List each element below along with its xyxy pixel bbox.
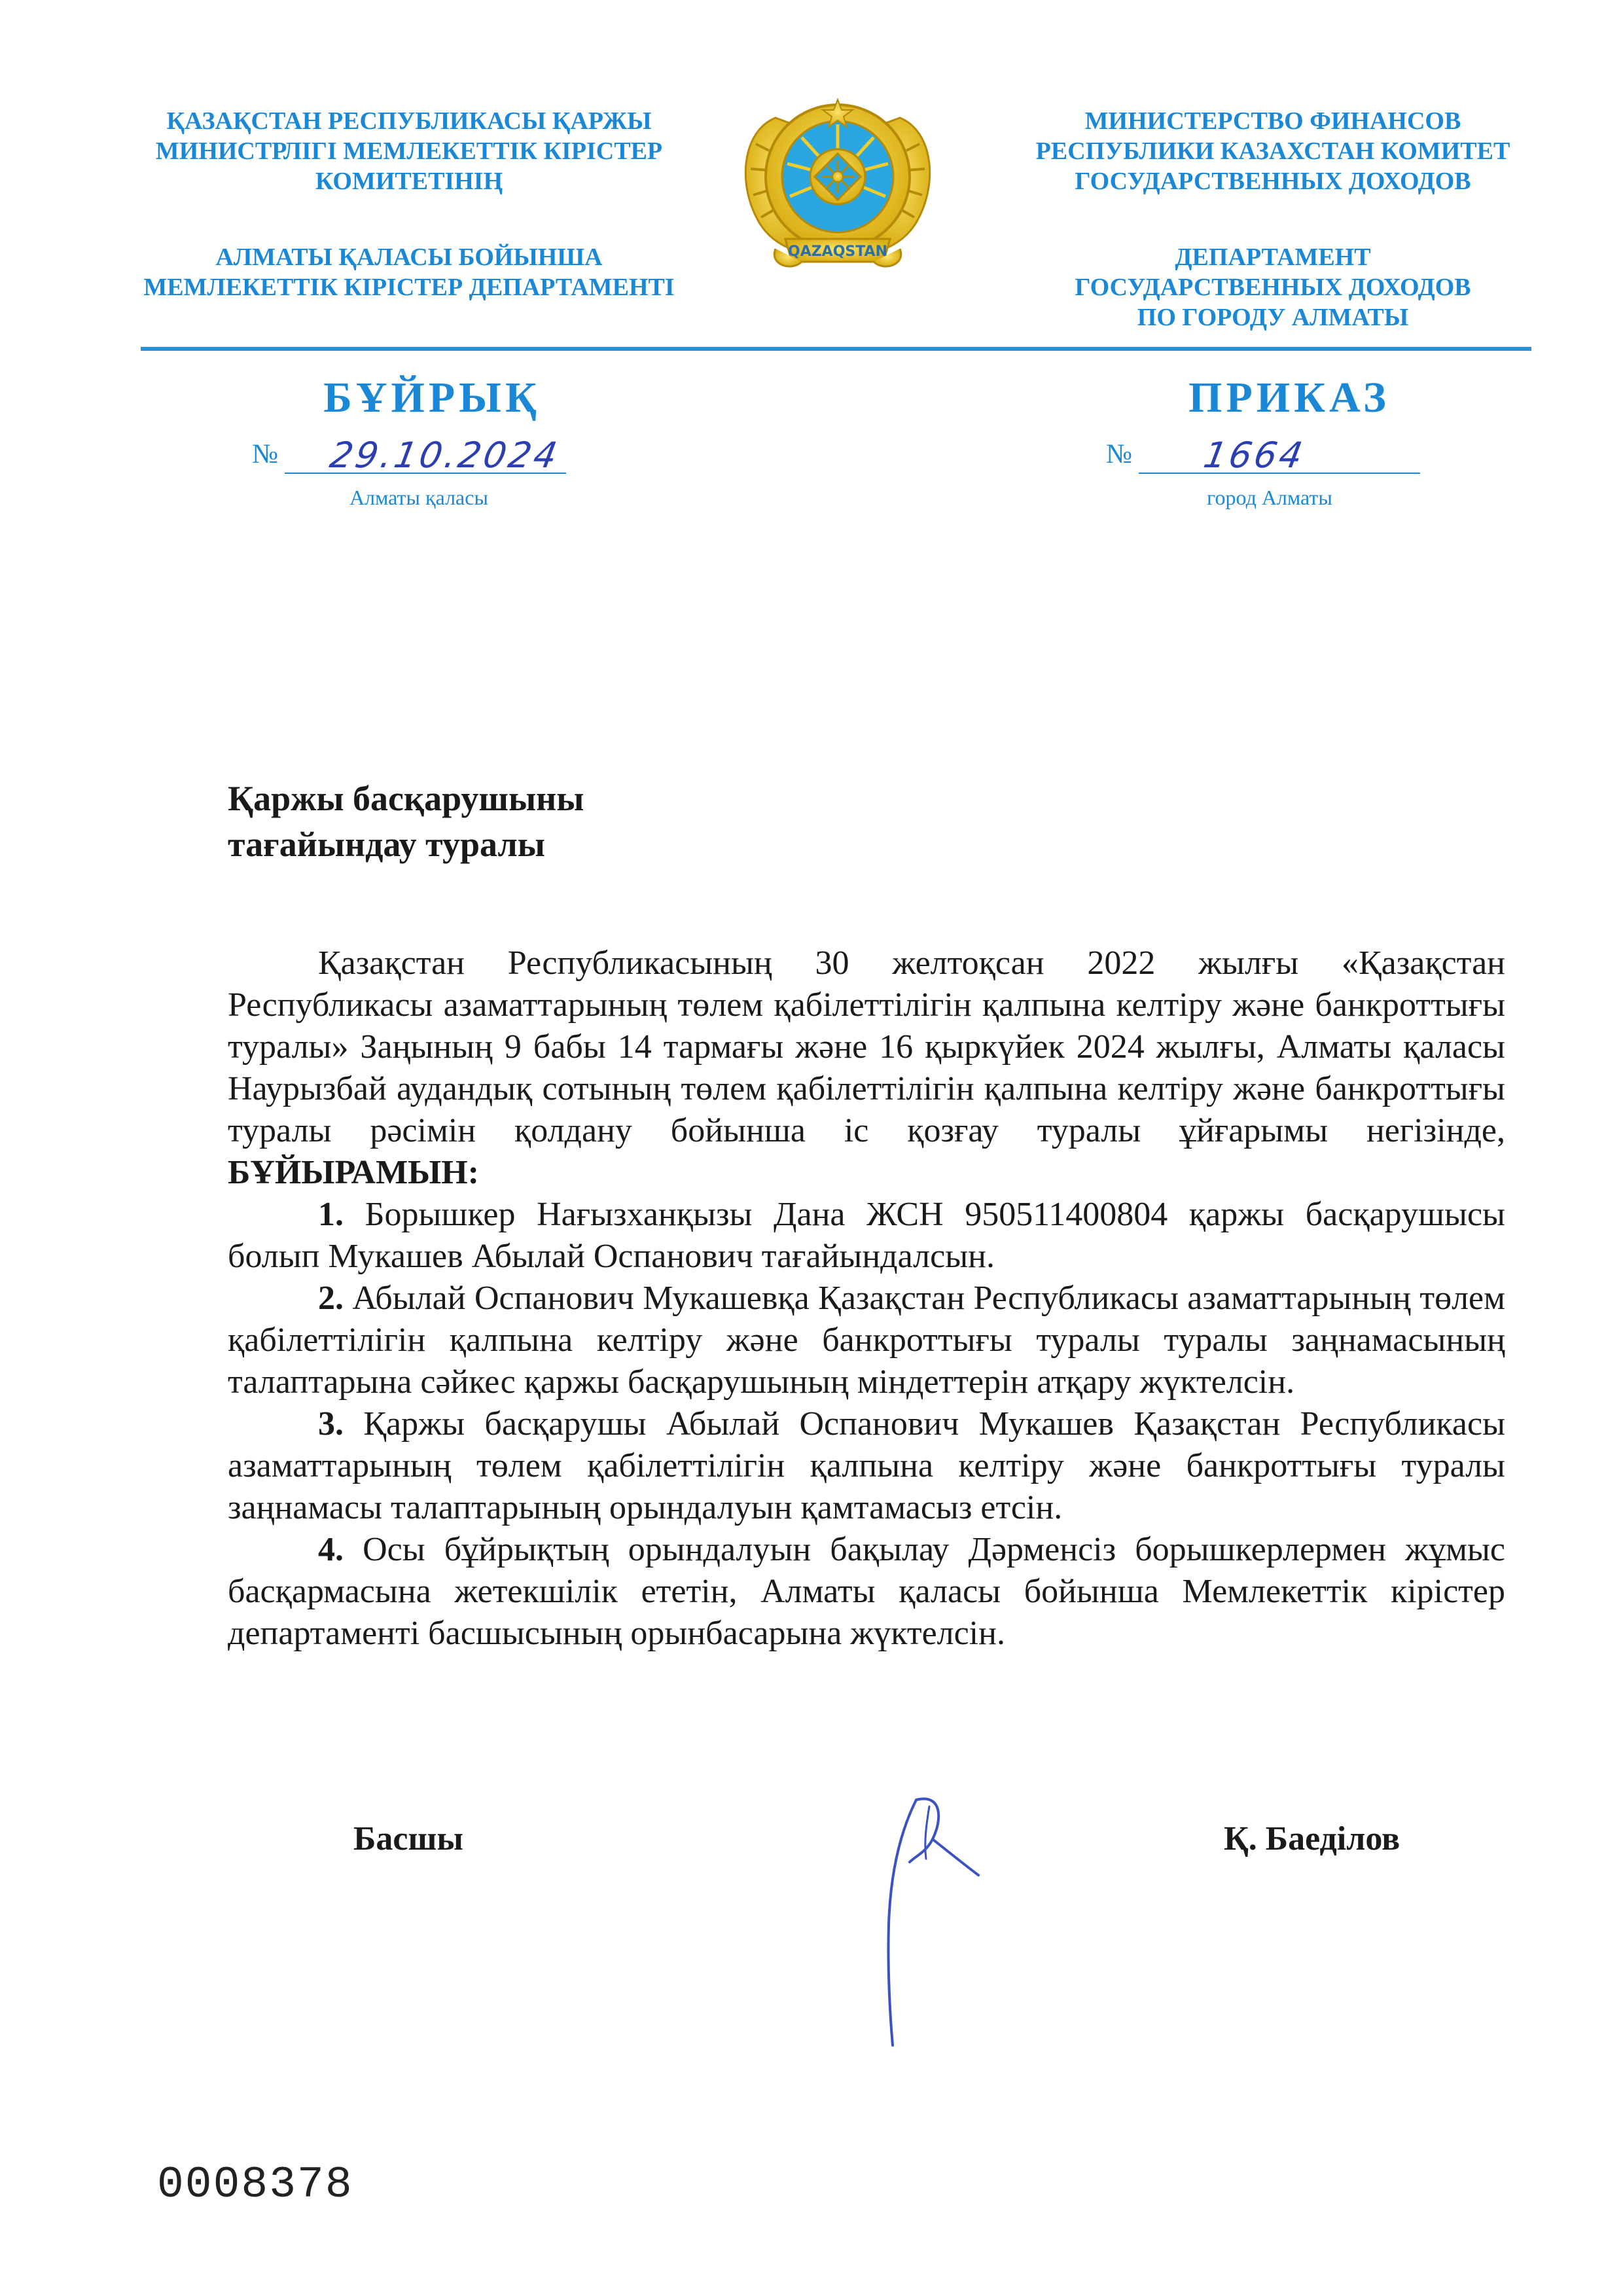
order-title-ru: ПРИКАЗ xyxy=(1188,374,1390,422)
header-left-line: ҚАЗАҚСТАН РЕСПУБЛИКАСЫ ҚАРЖЫ xyxy=(166,107,652,135)
item-text: Осы бұйрықтың орындалуын бақылау Дәрменсіз борышкерлермен жұмыс басқармасына жетекшілік ететін, Алматы қаласы бойынша Мемлекеттік кірістер департаменті басшысының орынбасарына жүктелсін. xyxy=(228,1531,1505,1652)
preamble-text: Қазақстан Республикасының 30 желтоқсан 2022 жылғы «Қазақстан Республикасы азаматтарының төлем қабілеттілігін қалпына келтіру және банкроттығы туралы» Заңының 9 бабы 14 тармағы және 16 қыркүйек 2024 жылғы, Алматы қаласы Наурызбай аудандық сотының төлем қабілеттілігін қалпына келтіру және банкроттығы туралы рәсімін қолдану бойынша іс қозғау туралы ұйғарымы негізінде, xyxy=(228,944,1505,1149)
item-text: Борышкер Нағызханқызы Дана ЖСН 950511400804 қаржы басқарушысы болып Мукашев Абылай Оспанович тағайындалсын. xyxy=(228,1196,1505,1275)
handwritten-number: 1664 xyxy=(1200,435,1308,476)
registration-number: 0008378 xyxy=(157,2160,353,2210)
order-subject xyxy=(228,776,584,867)
number-sign: № xyxy=(1106,439,1133,469)
header-right-dept-line: ПО ГОРОДУ АЛМАТЫ xyxy=(1137,304,1409,331)
order-date-field xyxy=(252,435,566,478)
item-text: Қаржы басқарушы Абылай Оспанович Мукашев Қазақстан Республикасы азаматтарының төлем қабілеттілігін қалпына келтіру және банкроттығы туралы заңнамасы талаптарының орындалуын қамтамасыз етсін. xyxy=(228,1405,1506,1526)
city-ru: город Алматы xyxy=(1207,486,1332,509)
order-item xyxy=(228,1194,1505,1278)
item-number: 4. xyxy=(318,1531,344,1568)
header-left-kz xyxy=(111,106,707,302)
header-right-dept-line: ДЕПАРТАМЕНТ xyxy=(1175,243,1371,271)
header-left-line: КОМИТЕТІНІҢ xyxy=(315,168,503,195)
signatory-title: Басшы xyxy=(353,1820,463,1857)
header-right-line: МИНИСТЕРСТВО ФИНАНСОВ xyxy=(1084,107,1461,135)
header-left-dept-line: МЕМЛЕКЕТТІК КІРІСТЕР ДЕПАРТАМЕНТІ xyxy=(143,274,675,301)
order-number-field xyxy=(1106,435,1420,478)
header-left-dept-line: АЛМАТЫ ҚАЛАСЫ БОЙЫНША xyxy=(215,243,603,271)
preamble-paragraph xyxy=(228,942,1505,1194)
number-sign: № xyxy=(252,439,279,469)
order-item xyxy=(228,1529,1505,1655)
header-right-line: ГОСУДАРСТВЕННЫХ ДОХОДОВ xyxy=(1075,168,1471,195)
header-right-ru xyxy=(1001,106,1544,332)
city-kz: Алматы қаласы xyxy=(349,486,488,509)
header-divider xyxy=(141,347,1531,351)
order-body xyxy=(228,942,1505,1655)
handwritten-signature-icon xyxy=(870,1780,1001,2055)
kazakhstan-emblem-icon xyxy=(730,72,946,288)
order-title-kz: БҰЙРЫҚ xyxy=(323,374,541,422)
order-item xyxy=(228,1278,1505,1403)
item-number: 3. xyxy=(318,1405,344,1443)
header-right-line: РЕСПУБЛИКИ КАЗАХСТАН КОМИТЕТ xyxy=(1035,137,1510,165)
handwritten-date: 29.10.2024 xyxy=(327,435,563,476)
signatory-name: Қ. Баеділов xyxy=(1224,1820,1400,1857)
subject-line: Қаржы басқарушыны xyxy=(228,779,584,818)
order-item xyxy=(228,1403,1505,1529)
subject-line: тағайындау туралы xyxy=(228,825,545,864)
emblem-banner-text: QAZAQSTAN xyxy=(788,243,887,260)
command-word: БҰЙЫРАМЫН: xyxy=(228,1154,480,1191)
header-left-line: МИНИСТРЛІГІ МЕМЛЕКЕТТІК КІРІСТЕР xyxy=(155,137,663,165)
header-right-dept-line: ГОСУДАРСТВЕННЫХ ДОХОДОВ xyxy=(1075,274,1471,301)
item-number: 2. xyxy=(318,1280,344,1317)
item-text: Абылай Оспанович Мукашевқа Қазақстан Республикасы азаматтарының төлем қабілеттілігін қалпына келтіру және банкроттығы туралы туралы заңнамасының талаптарына сәйкес қаржы басқарушының міндеттерін атқару жүктелсін. xyxy=(228,1280,1505,1401)
item-number: 1. xyxy=(318,1196,344,1233)
